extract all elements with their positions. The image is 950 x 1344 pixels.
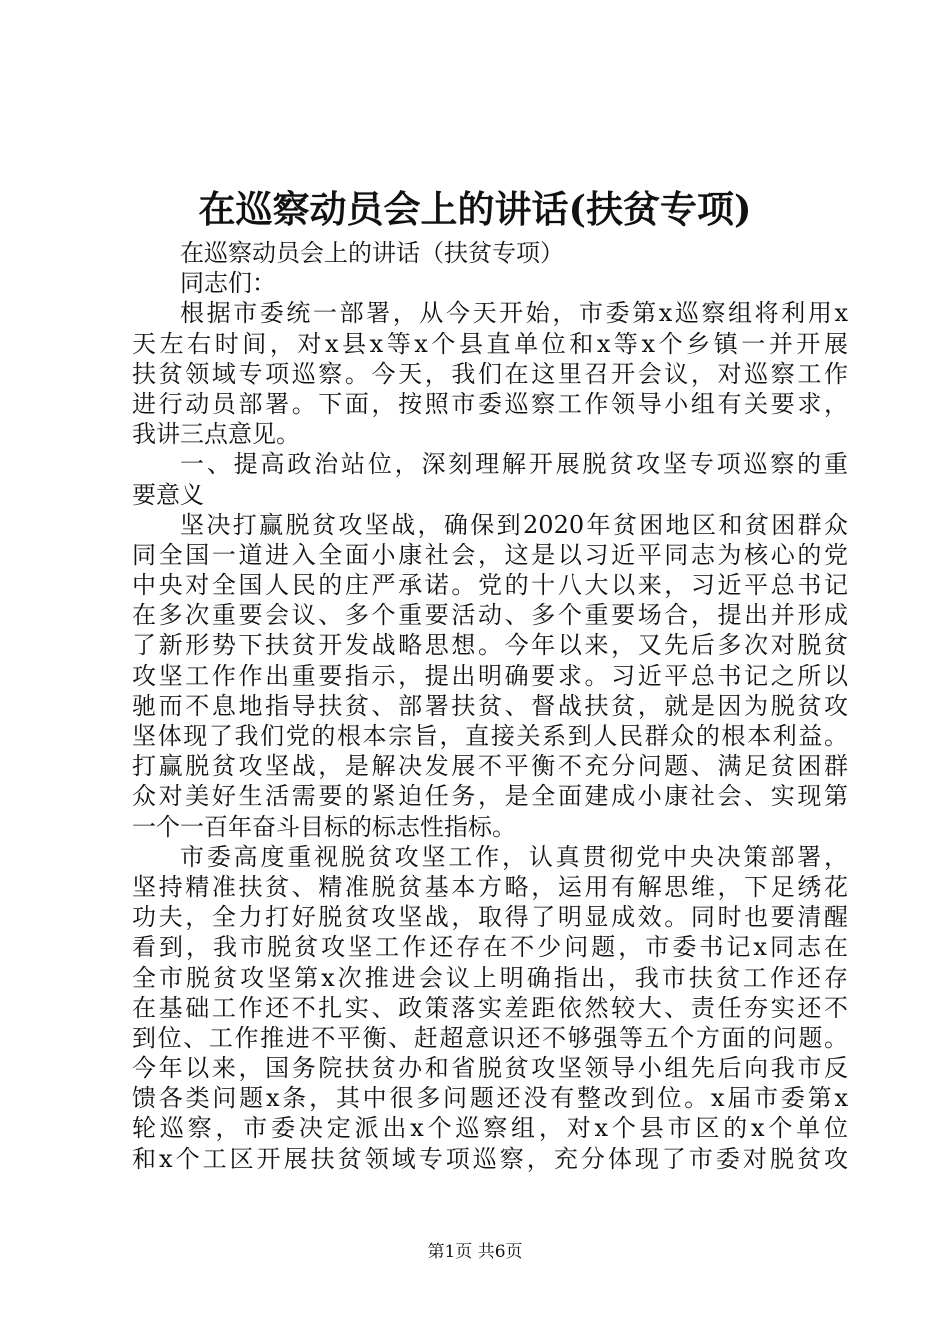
text-line: 馈各类问题x条，其中很多问题还没有整改到位。x届市委第x: [132, 1084, 848, 1113]
text-line: 全市脱贫攻坚第x次推进会议上明确指出，我市扶贫工作还存: [132, 963, 848, 992]
page-footer: 第1页 共6页: [427, 1242, 523, 1262]
document-title: 在巡察动员会上的讲话(扶贫专项): [198, 187, 752, 231]
text-line: 了新形势下扶贫开发战略思想。今年以来，又先后多次对脱贫: [132, 631, 848, 660]
text-line: 同志们：: [180, 269, 276, 298]
text-line: 在多次重要会议、多个重要活动、多个重要场合，提出并形成: [132, 601, 848, 630]
text-line: 打赢脱贫攻坚战，是解决发展不平衡不充分问题、满足贫困群: [132, 752, 848, 781]
text-line: 在巡察动员会上的讲话（扶贫专项）: [180, 239, 564, 267]
text-line: 一个一百年奋斗目标的标志性指标。: [132, 812, 516, 841]
text-line: 看到，我市脱贫攻坚工作还存在不少问题，市委书记x同志在: [132, 933, 848, 962]
text-line: 今年以来，国务院扶贫办和省脱贫攻坚领导小组先后向我市反: [132, 1054, 848, 1083]
text-line: 轮巡察，市委决定派出x个巡察组，对x个县市区的x个单位: [132, 1114, 848, 1143]
text-line: 众对美好生活需要的紧迫任务，是全面建成小康社会、实现第: [132, 782, 848, 811]
text-line: 同全国一道进入全面小康社会，这是以习近平同志为核心的党: [132, 540, 848, 569]
text-line: 到位、工作推进不平衡、赶超意识还不够强等五个方面的问题。: [132, 1023, 848, 1052]
text-line: 在基础工作还不扎实、政策落实差距依然较大、责任夯实还不: [132, 993, 848, 1022]
text-line: 中央对全国人民的庄严承诺。党的十八大以来，习近平总书记: [132, 571, 848, 600]
text-line: 坚持精准扶贫、精准脱贫基本方略，运用有解思维，下足绣花: [132, 872, 848, 901]
text-line: 扶贫领域专项巡察。今天，我们在这里召开会议，对巡察工作: [132, 359, 848, 388]
text-line: 坚决打赢脱贫攻坚战，确保到2020年贫困地区和贫困群众: [180, 510, 848, 539]
text-line: 根据市委统一部署，从今天开始，市委第x巡察组将利用x: [180, 299, 848, 328]
text-line: 坚体现了我们党的根本宗旨，直接关系到人民群众的根本利益。: [132, 722, 848, 750]
text-line: 我讲三点意见。: [132, 420, 300, 449]
text-line: 功夫，全力打好脱贫攻坚战，取得了明显成效。同时也要清醒: [132, 903, 848, 932]
text-line: 驰而不息地指导扶贫、部署扶贫、督战扶贫，就是因为脱贫攻: [132, 691, 848, 720]
text-line: 一、提高政治站位，深刻理解开展脱贫攻坚专项巡察的重: [180, 450, 848, 479]
text-line: 和x个工区开展扶贫领域专项巡察，充分体现了市委对脱贫攻: [132, 1144, 848, 1173]
text-line: 市委高度重视脱贫攻坚工作，认真贯彻党中央决策部署，: [180, 842, 848, 871]
text-line: 要意义: [132, 480, 204, 509]
text-line: 攻坚工作作出重要指示，提出明确要求。习近平总书记之所以: [132, 661, 848, 690]
text-line: 天左右时间，对x县x等x个县直单位和x等x个乡镇一并开展: [132, 329, 848, 358]
document-body: [132, 238, 848, 1174]
text-line: 进行动员部署。下面，按照市委巡察工作领导小组有关要求，: [132, 389, 848, 418]
